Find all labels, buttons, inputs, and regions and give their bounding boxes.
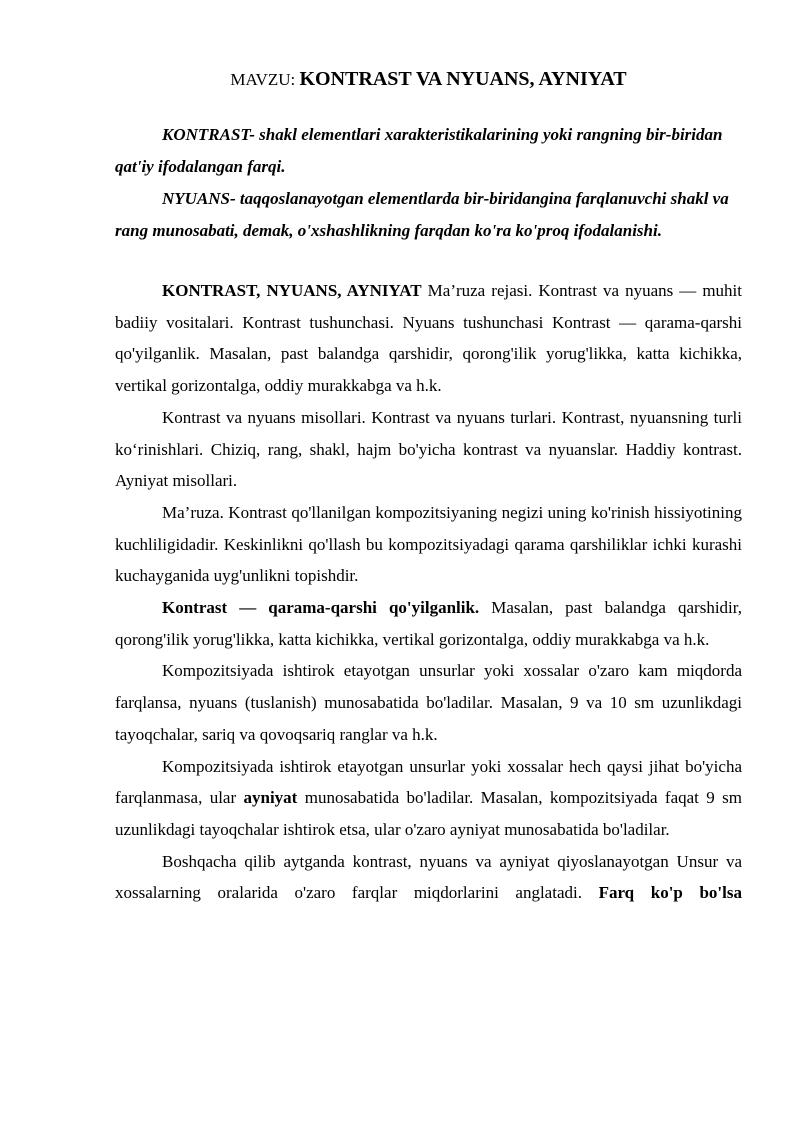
definition-kontrast: KONTRAST- shakl elementlari xarakteristikalarining yoki rangning bir-biridan qat'iy ifodalangan farqi. [115, 125, 723, 176]
paragraph-lecture: Ma’ruza. Kontrast qo'llanilgan kompozitsiyaning negizi uning ko'rinish hissiyotining kuchliligidadir. Keskinlikni qo'llash bu kompozitsiyadagi qarama qarshiliklar ichki kurashi kuchayganida uyg'unlikni topishdir. [115, 502, 742, 586]
paragraph-plan-text: Ma’ruza rejasi. Kontrast va nyuans — muhit badiiy vositalari. Kontrast tushunchasi. Nyuans tushunchasi Kontrast — qarama-qarshi qo'yilganlik. Masalan, past balandga qarshidir, qorong'ilik yorug'likka, katta kichikka, vertikal gorizontalga, oddiy murakkabga va h.k. [115, 281, 742, 396]
paragraph-examples: Kontrast va nyuans misollari. Kontrast va nyuans turlari. Kontrast, nyuansning turli ko‘rinishlari. Chiziq, rang, shakl, hajm bo'yicha kontrast va nyuanslar. Haddiy kontrast. Ayniyat misollari. [115, 407, 742, 491]
title-main: KONTRAST VA NYUANS, AYNIYAT [299, 68, 627, 90]
page-title [115, 62, 742, 97]
paragraph-ayniyat [115, 751, 742, 846]
paragraph-kontrast-bold: Kontrast — qarama-qarshi qo'yilganlik. [162, 598, 480, 618]
paragraph-kontrast-text: Masalan, past balandga qarshidir, qorong'ilik yorug'likka, katta kichikka, vertikal gorizontalga, oddiy murakkabga va h.k. [115, 598, 742, 649]
section-spacer [115, 247, 742, 275]
document-page [115, 62, 742, 909]
paragraph-kontrast-definition [115, 592, 742, 655]
title-prefix: MAVZU: [230, 70, 300, 89]
paragraph-plan-heading: KONTRAST, NYUANS, AYNIYAT [162, 281, 422, 300]
paragraph-ayniyat-bold: ayniyat [243, 788, 298, 808]
paragraph-plan [115, 275, 742, 402]
paragraph-nyuans: Kompozitsiyada ishtirok etayotgan unsurlar yoki xossalar o'zaro kam miqdorda farqlansa, nyuans (tuslanish) munosabatida bo'ladilar. Masalan, 9 va 10 sm uzunlikdagi tayoqchalar, sariq va qovoqsariq ranglar va h.k. [115, 661, 742, 744]
paragraph-summary [115, 846, 742, 909]
definition-nyuans: NYUANS- taqqoslanayotgan elementlarda bir-biridangina farqlanuvchi shakl va rang munosabati, demak, o'xshashlikning farqdan ko'ra ko'proq ifodalanishi. [115, 189, 729, 240]
paragraph-summary-text: Boshqacha qilib aytganda kontrast, nyuans va ayniyat qiyoslanayotgan Unsur va xossalarning oralarida o'zaro farqlar miqdorlarini anglatadi. [115, 851, 742, 903]
paragraph-ayniyat-text-a: Kompozitsiyada ishtirok etayotgan unsurlar yoki xossalar hech qaysi jihat bo'yicha farqlanmasa, ular [115, 756, 742, 808]
paragraph-summary-bold: Farq ko'p bo'lsa [598, 883, 742, 903]
paragraph-ayniyat-text-b: munosabatida bo'ladilar. Masalan, kompozitsiyada faqat 9 sm uzunlikdagi tayoqchalar ishtirok etsa, ular o'zaro ayniyat munosabatida bo'ladilar. [115, 788, 742, 839]
